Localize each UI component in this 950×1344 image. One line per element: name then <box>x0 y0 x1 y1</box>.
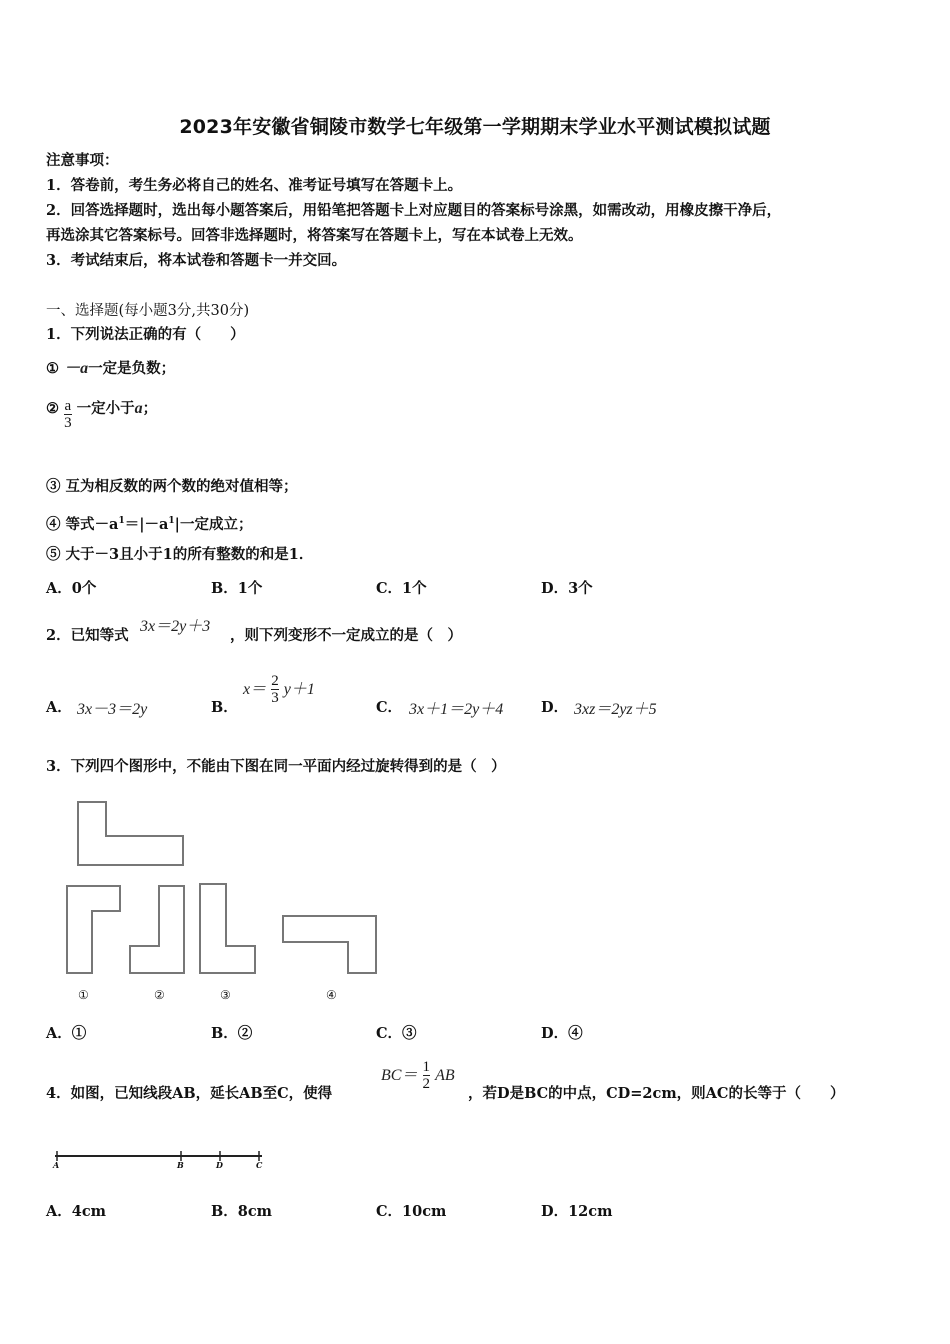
q4-stem-prefix: 4．如图，已知线段AB，延长AB至C，使得 <box>46 1085 333 1102</box>
notice-item: 3．考试结束后，将本试卷和答题卡一并交回。 <box>46 252 347 269</box>
q1-option-d[interactable]: D．3个 <box>541 580 593 597</box>
point-label-a: A <box>53 1160 60 1170</box>
q2-option-b-label[interactable]: B． <box>211 699 238 716</box>
shape-1-label: ① <box>78 988 89 1002</box>
q4-option-a[interactable]: A．4cm <box>46 1203 107 1220</box>
q1-statement-2: ② $\frac{a}{3}$ 一定小于a； <box>46 398 158 431</box>
notice-item: 1．答卷前，考生务必将自己的姓名、准考证号填写在答题卡上。 <box>46 177 463 194</box>
point-label-c: C <box>256 1160 263 1170</box>
q4-option-c[interactable]: C．10cm <box>376 1203 447 1220</box>
q2-option-d-expr[interactable]: 3xz＝2yz＋5 <box>574 701 657 718</box>
q4-option-d[interactable]: D．12cm <box>541 1203 613 1220</box>
shape-2-label: ② <box>154 988 165 1002</box>
q1-statement-4: ④ 等式$-a^1=|-a^1|$一定成立； <box>46 515 253 533</box>
q2-option-c-expr[interactable]: 3x＋1＝2y＋4 <box>409 701 504 718</box>
q2-stem-prefix: 2．已知等式 <box>46 627 129 644</box>
q2-equation: 3x＝2y＋3 <box>140 618 211 635</box>
q1-statement-5: ⑤ 大于－3且小于1的所有整数的和是1． <box>46 546 314 563</box>
q1-stem: 1．下列说法正确的有（ ） <box>46 326 245 343</box>
notice-heading: 注意事项： <box>46 152 119 169</box>
q1-option-b[interactable]: B．1个 <box>211 580 263 597</box>
q3-option-a[interactable]: A．① <box>46 1025 87 1042</box>
fraction-a-over-3: $\frac{a}{3}$ <box>64 398 72 431</box>
q3-option-b[interactable]: B．② <box>211 1025 253 1042</box>
q3-option-d[interactable]: D．④ <box>541 1025 583 1042</box>
q1-statement-1: ① －a一定是负数； <box>46 360 176 377</box>
q2-option-b-expr[interactable]: x＝ $\frac{2}{3}$ y＋1 <box>243 673 315 706</box>
q3-option-c[interactable]: C．③ <box>376 1025 417 1042</box>
q4-stem-suffix: ，若D是BC的中点，CD=2cm，则AC的长等于（ ） <box>468 1085 845 1102</box>
shape-4-label: ④ <box>326 988 337 1002</box>
notice-item: 2．回答选择题时，选出每小题答案后，用铅笔把答题卡上对应题目的答案标号涂黑，如需改动，用橡皮擦干净后， <box>46 202 782 219</box>
q1-statement-3: ③ 互为相反数的两个数的绝对值相等； <box>46 478 298 495</box>
point-label-b: B <box>177 1160 184 1170</box>
q2-option-d-label[interactable]: D． <box>541 699 569 716</box>
q1-option-a[interactable]: A．0个 <box>46 580 97 597</box>
notice-item: 再选涂其它答案标号。回答非选择题时，将答案写在答题卡上，写在本试卷上无效。 <box>46 227 583 244</box>
q3-stem: 3．下列四个图形中，不能由下图在同一平面内经过旋转得到的是（ ） <box>46 758 506 775</box>
q4-equation: BC＝ $\frac{1}{2}$ AB <box>381 1059 455 1092</box>
q2-option-a-label[interactable]: A． <box>46 699 72 716</box>
shape-3-label: ③ <box>220 988 231 1002</box>
section-heading: 一、选择题(每小题3分,共30分) <box>46 303 250 319</box>
q4-option-b[interactable]: B．8cm <box>211 1203 273 1220</box>
q1-option-c[interactable]: C．1个 <box>376 580 427 597</box>
q2-option-a-expr[interactable]: 3x－3＝2y <box>77 701 148 718</box>
point-label-d: D <box>216 1160 223 1170</box>
q2-stem-suffix: ，则下列变形不一定成立的是（ ） <box>230 627 462 644</box>
page-title: 2023年安徽省铜陵市数学七年级第一学期期末学业水平测试模拟试题 <box>179 116 771 138</box>
q2-option-c-label[interactable]: C． <box>376 699 403 716</box>
